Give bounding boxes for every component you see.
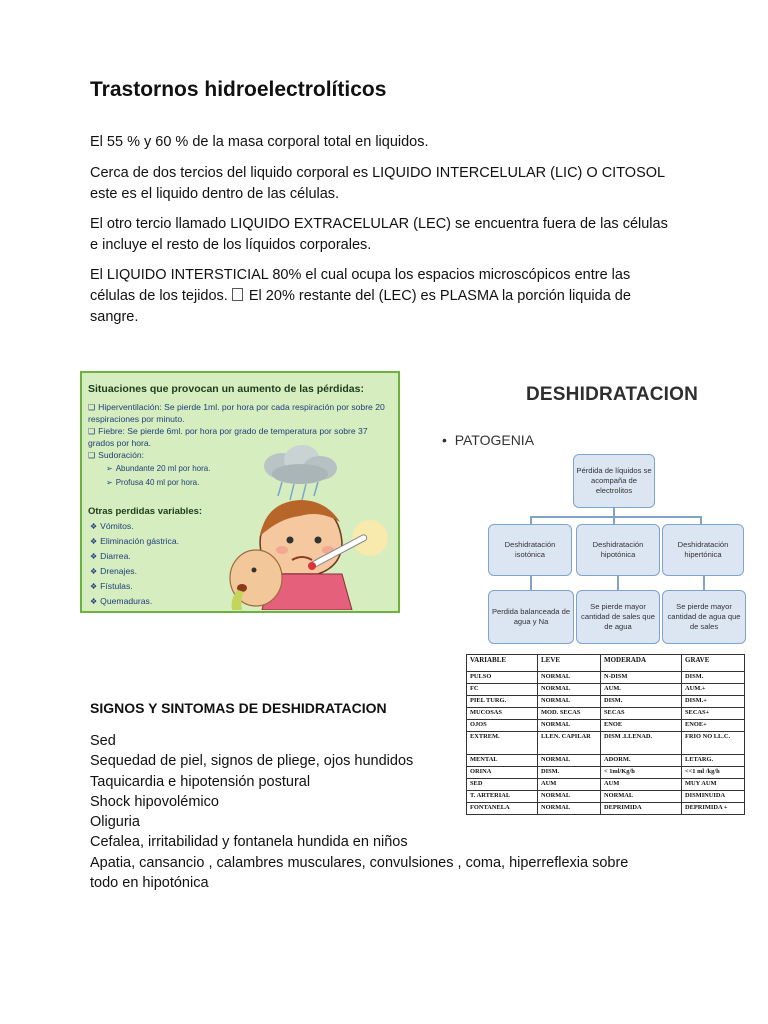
table-cell: NORMAL xyxy=(538,684,601,696)
table-cell: DISM. xyxy=(682,672,745,684)
paragraph-body-mass: El 55 % y 60 % de la masa corporal total en liquidos. xyxy=(90,134,429,150)
connector-line xyxy=(700,516,702,524)
table-cell: AUM. xyxy=(601,684,682,696)
diamond-bullet-icon: ❖ xyxy=(90,597,98,606)
table-cell: T. ARTERIAL xyxy=(467,791,538,803)
paragraph-extracellular: El otro tercio llamado LIQUIDO EXTRACELULAR (LEC) se encuentra fuera de las células e incluye el resto de los líquidos corporales. xyxy=(90,216,668,253)
diagram-title: DESHIDRATACION xyxy=(526,384,699,405)
connector-line xyxy=(530,576,532,590)
table-cell: ENOE xyxy=(601,720,682,732)
node-hypertonic: Deshidratación hipertónica xyxy=(662,524,744,576)
paragraph-intracellular: Cerca de dos tercios del liquido corporal es LIQUIDO INTERCELULAR (LIC) O CITOSOL este es el liquido dentro de las células. xyxy=(90,165,665,202)
table-cell: LETARG. xyxy=(682,755,745,767)
column-header: VARIABLE xyxy=(467,655,538,672)
table-cell: ENOE+ xyxy=(682,720,745,732)
table-cell: DISM. xyxy=(601,696,682,708)
table-cell: DEPRIMIDA xyxy=(601,803,682,815)
page-title: Trastornos hidroelectrolíticos xyxy=(90,78,387,101)
table-cell: FONTANELA xyxy=(467,803,538,815)
patogenia-bullet: • PATOGENIA xyxy=(442,432,535,448)
checkbox-bullet-icon: ❑ xyxy=(88,403,96,412)
table-cell: SECAS xyxy=(601,708,682,720)
table-cell: AUM.+ xyxy=(682,684,745,696)
table-cell: NORMAL xyxy=(538,672,601,684)
loss-item-hyperventilation: ❑ Hiperventilación: Se pierde 1ml. por hora por cada respiración por sobre 20 respiraciones por minuto. xyxy=(88,402,385,424)
table-cell: DISM.+ xyxy=(682,696,745,708)
table-cell: DISMINUIDA xyxy=(682,791,745,803)
list-item: Sequedad de piel, signos de pliege, ojos hundidos xyxy=(90,753,414,770)
checkbox-bullet-icon: ❑ xyxy=(88,427,96,436)
table-cell: PULSO xyxy=(467,672,538,684)
connector-line xyxy=(613,516,615,524)
connector-line xyxy=(613,508,615,516)
list-item: Apatia, cansancio , calambres musculares, convulsiones , coma, hiperreflexia sobre todo en hipotónica xyxy=(90,854,629,892)
column-header: LEVE xyxy=(538,655,601,672)
diamond-bullet-icon: ❖ xyxy=(90,552,98,561)
list-item: Sed xyxy=(90,733,116,749)
missing-glyph-icon xyxy=(232,288,243,301)
arrow-bullet-icon: ➢ xyxy=(106,464,113,473)
signs-heading: SIGNOS Y SINTOMAS DE DESHIDRATACION xyxy=(90,700,387,716)
table-cell: PIEL TURG. xyxy=(467,696,538,708)
node-hypotonic: Deshidratación hipotónica xyxy=(576,524,660,576)
other-loss-item: ❖ Drenajes. xyxy=(90,566,137,576)
paragraph-interstitial-part2: El 20% restante del (LEC) es PLASMA la porción liquida de sangre. xyxy=(90,288,631,325)
checkbox-bullet-icon: ❑ xyxy=(88,451,96,460)
connector-line xyxy=(530,516,532,524)
list-item: Oliguria xyxy=(90,814,140,831)
storm-cloud-icon xyxy=(264,445,337,500)
connector-line xyxy=(617,576,619,590)
table-cell: N-DISM xyxy=(601,672,682,684)
arrow-bullet-icon: ➢ xyxy=(106,478,113,487)
column-header: MODERADA xyxy=(601,655,682,672)
other-loss-item: ❖ Vómitos. xyxy=(90,521,134,531)
table-cell: EXTREM. xyxy=(467,732,538,755)
table-header-row xyxy=(467,655,745,672)
paragraph-interstitial-part1: El LIQUIDO INTERSTICIAL 80% el cual ocupa los espacios microscópicos entre las células de los tejidos. xyxy=(90,267,631,304)
diamond-bullet-icon: ❖ xyxy=(90,522,98,531)
table-cell: DISM .LLENAD. xyxy=(601,732,682,755)
signs-list xyxy=(90,731,650,893)
other-loss-item: ❖ Fístulas. xyxy=(90,581,133,591)
table-cell: DEPRIMIDA + xyxy=(682,803,745,815)
table-cell: FRIO NO LL.C. xyxy=(682,732,745,755)
node-cause-hypotonic: Se pierde mayor cantidad de sales que de agua xyxy=(576,590,660,644)
table-cell: NORMAL xyxy=(538,720,601,732)
table-cell: AUM xyxy=(601,779,682,791)
table-cell: SECAS+ xyxy=(682,708,745,720)
table-cell: NORMAL xyxy=(601,791,682,803)
table-cell: NORMAL xyxy=(538,803,601,815)
diamond-bullet-icon: ❖ xyxy=(90,567,98,576)
connector-line xyxy=(703,576,705,590)
table-row xyxy=(467,696,745,708)
sick-children-illustration xyxy=(222,438,397,610)
table-row xyxy=(467,708,745,720)
table-row xyxy=(467,684,745,696)
table-cell: ADORM. xyxy=(601,755,682,767)
sweating-sub-item: ➢ Abundante 20 ml por hora. xyxy=(106,464,211,473)
diagram-root-node: Pérdida de líquidos se acompaña de electrolitos xyxy=(573,454,655,508)
table-cell: MENTAL xyxy=(467,755,538,767)
column-header: GRAVE xyxy=(682,655,745,672)
other-loss-item: ❖ Quemaduras. xyxy=(90,596,153,606)
table-cell: AUM xyxy=(538,779,601,791)
table-cell: MOD. SECAS xyxy=(538,708,601,720)
table-cell: NORMAL xyxy=(538,791,601,803)
node-cause-hypertonic: Se pierde mayor cantidad de agua que de sales xyxy=(662,590,746,644)
table-cell: LLEN. CAPILAR xyxy=(538,732,601,755)
table-cell: MUY AUM xyxy=(682,779,745,791)
table-cell: SED xyxy=(467,779,538,791)
list-item: Shock hipovolémico xyxy=(90,793,219,810)
diamond-bullet-icon: ❖ xyxy=(90,582,98,591)
table-row xyxy=(467,672,745,684)
paragraph-interstitial xyxy=(90,265,670,328)
diamond-bullet-icon: ❖ xyxy=(90,537,98,546)
table-cell: DISM. xyxy=(538,767,601,779)
node-cause-isotonic: Perdida balanceada de agua y Na xyxy=(488,590,574,644)
table-cell: NORMAL xyxy=(538,696,601,708)
table-cell: ORINA xyxy=(467,767,538,779)
sweating-sub-item: ➢ Profusa 40 ml por hora. xyxy=(106,478,200,487)
connector-line xyxy=(530,516,702,518)
bullet-dot-icon: • xyxy=(442,432,447,448)
loss-item-fever: ❑ Fiebre: Se pierde 6ml. por hora por grado de temperatura por sobre 37 grados por hora. xyxy=(88,426,368,448)
table-cell: FC xyxy=(467,684,538,696)
table-cell: NORMAL xyxy=(538,755,601,767)
table-cell: OJOS xyxy=(467,720,538,732)
list-item: Cefalea, irritabilidad y fontanela hundida en niños xyxy=(90,834,408,851)
losses-heading: Situaciones que provocan un aumento de las pérdidas: xyxy=(88,383,364,395)
table-cell: <<1 ml /kg/h xyxy=(682,767,745,779)
table-cell: MUCOSAS xyxy=(467,708,538,720)
other-loss-item: ❖ Eliminación gástrica. xyxy=(90,536,179,546)
list-item: Taquicardia e hipotensión postural xyxy=(90,773,311,790)
table-cell: < 1ml/Kg/h xyxy=(601,767,682,779)
other-losses-heading: Otras perdidas variables: xyxy=(88,506,203,517)
other-loss-item: ❖ Diarrea. xyxy=(90,551,131,561)
fluid-losses-infographic xyxy=(80,371,400,613)
node-isotonic: Deshidratación isotónica xyxy=(488,524,572,576)
table-row xyxy=(467,720,745,732)
loss-item-sweating: ❑ Sudoración: xyxy=(88,450,145,460)
